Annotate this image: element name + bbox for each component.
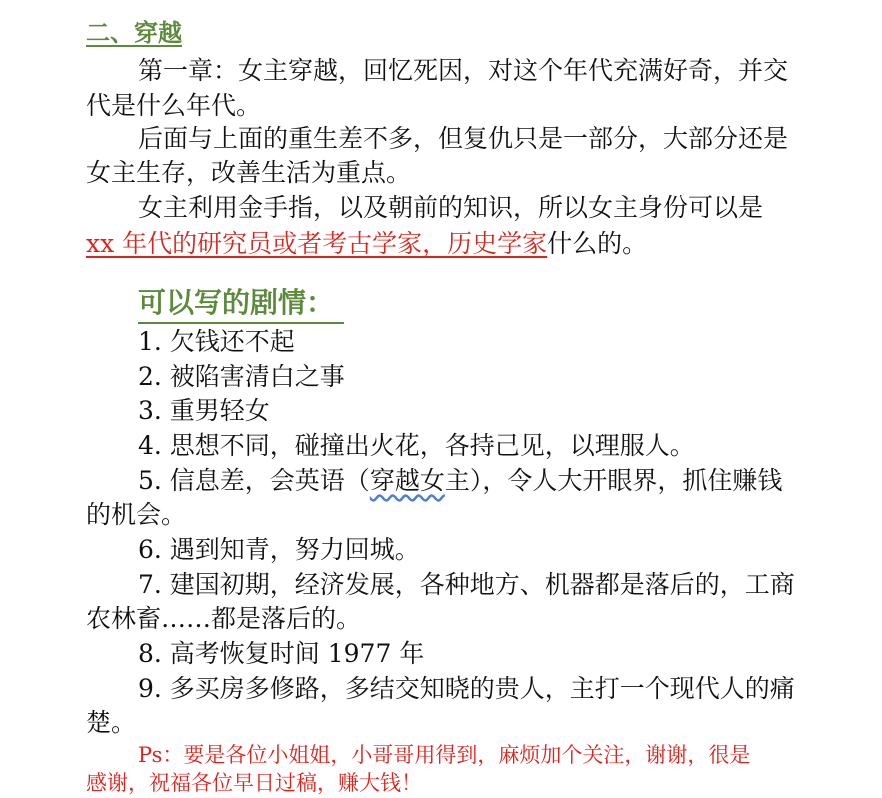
list-item-7-line-2: 农林畜……都是落后的。 — [86, 604, 362, 633]
paragraph-1-line-1: 第一章：女主穿越，回忆死因，对这个年代充满好奇，并交 — [138, 56, 789, 85]
paragraph-1-line-2: 代是什么年代。 — [86, 91, 262, 120]
list-item-4: 4. 思想不同，碰撞出火花，各持己见，以理服人。 — [138, 431, 695, 460]
paragraph-2-line-2: 女主生存，改善生活为重点。 — [86, 158, 412, 187]
spellcheck-flagged-text: 穿越女 — [369, 466, 445, 495]
list-item-9: 9. 多买房多修路，多结交知晓的贵人，主打一个现代人的痛 — [138, 674, 795, 703]
paragraph-3-line-1: 女主利用金手指，以及朝前的知识，所以女主身份可以是 — [138, 193, 764, 222]
list-item-5-line-2: 的机会。 — [86, 500, 187, 529]
list-item-3: 3. 重男轻女 — [138, 396, 270, 425]
list-item-1: 1. 欠钱还不起 — [138, 327, 295, 356]
plot-section-title: 可以写的剧情： — [138, 284, 344, 324]
list-item-5-start: 5. 信息差，会英语（ — [138, 466, 370, 495]
ps-note-line-2: 感谢，祝福各位早日过稿，赚大钱！ — [86, 771, 422, 795]
highlighted-identity-text: xx 年代的研究员或者考古学家，历史学家 — [86, 229, 548, 258]
section-title: 二、穿越 — [86, 18, 182, 47]
list-item-5-end: 主），令人大开眼界，抓住赚钱 — [444, 466, 783, 495]
list-item-9-line-2: 楚。 — [86, 708, 137, 737]
paragraph-2-line-1: 后面与上面的重生差不多，但复仇只是一部分，大部分还是 — [138, 124, 789, 153]
list-item-6: 6. 遇到知青，努力回城。 — [138, 535, 420, 564]
list-item-7: 7. 建国初期，经济发展，各种地方、机器都是落后的，工商 — [138, 570, 795, 599]
list-item-5 — [138, 464, 782, 498]
ps-note-line-1: Ps：要是各位小姐姐，小哥哥用得到，麻烦加个关注，谢谢，很是 — [138, 743, 751, 767]
paragraph-3-line-2 — [86, 227, 647, 261]
paragraph-3-tail: 什么的。 — [547, 229, 648, 258]
list-item-8: 8. 高考恢复时间 1977 年 — [138, 639, 425, 668]
list-item-2: 2. 被陷害清白之事 — [138, 362, 345, 391]
